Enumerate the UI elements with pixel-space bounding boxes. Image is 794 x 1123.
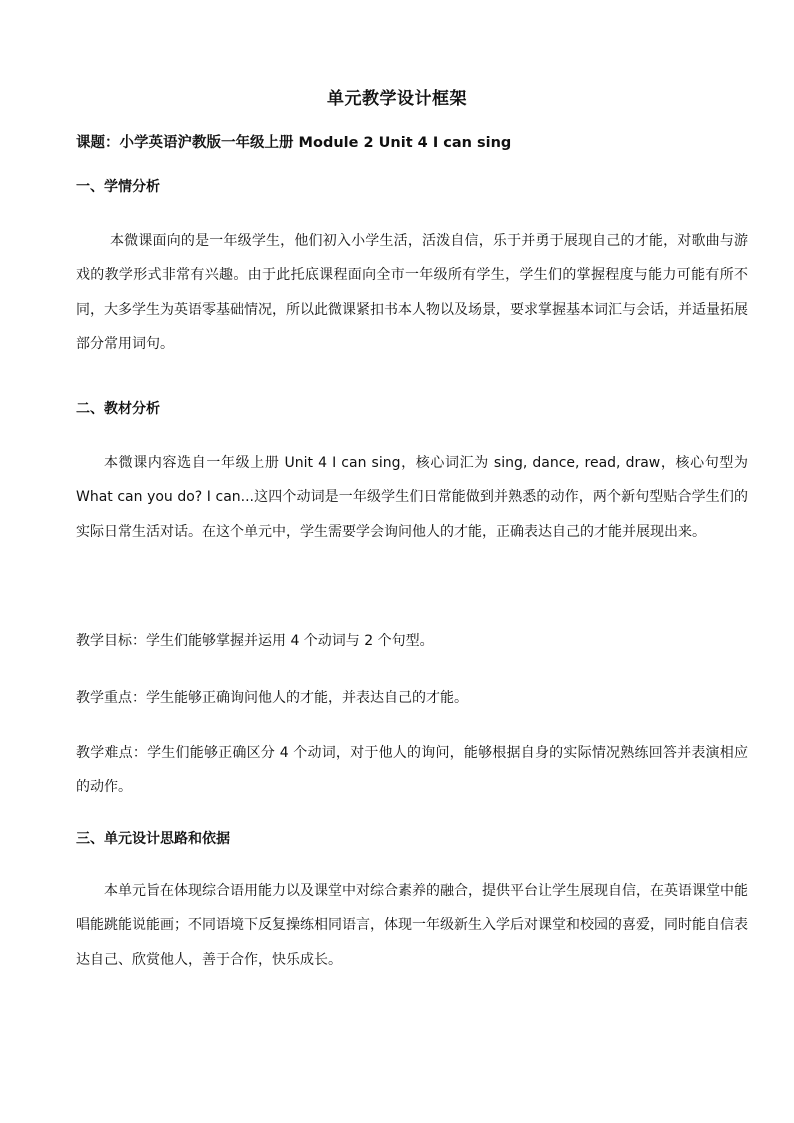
teaching-objective: 教学目标：学生们能够掌握并运用 4 个动词与 2 个句型。 <box>76 633 434 649</box>
learner-analysis-paragraph: 本微课面向的是一年级学生，他们初入小学生活，活泼自信，乐于并勇于展现自己的才能，对歌曲与游戏的教学形式非常有兴趣。由于此托底课程面向全市一年级所有学生，学生们的掌握程度与能力可能有所不同，大多学生为英语零基础情况，所以此微课紧扣书本人物以及场景，要求掌握基本词汇与会话，并适量拓展部分常用词句。 <box>76 233 748 352</box>
document-title: 单元教学设计框架 <box>327 89 467 109</box>
section-heading-material-analysis: 二、教材分析 <box>76 401 160 417</box>
teaching-key-point: 教学重点：学生能够正确询问他人的才能，并表达自己的才能。 <box>76 690 468 706</box>
material-analysis-paragraph: 本微课内容选自一年级上册 Unit 4 I can sing，核心词汇为 sing, dance, read, draw，核心句型为 What can you do? I can...这四个动词是一年级学生们日常能做到并熟悉的动作，两个新句型贴合学生们的实际日常生活对话。在这个单元中，学生需要学会询问他人的才能，正确表达自己的才能并展现出来。 <box>76 455 748 540</box>
teaching-difficulty: 教学难点：学生们能够正确区分 4 个动词，对于他人的询问，能够根据自身的实际情况熟练回答并表演相应的动作。 <box>76 745 748 796</box>
design-rationale-paragraph: 本单元旨在体现综合语用能力以及课堂中对综合素养的融合，提供平台让学生展现自信，在英语课堂中能唱能跳能说能画；不同语境下反复操练相同语言，体现一年级新生入学后对课堂和校园的喜爱，同时能自信表达自己、欣赏他人，善于合作，快乐成长。 <box>76 883 748 968</box>
section-heading-design-rationale: 三、单元设计思路和依据 <box>76 831 230 847</box>
section-heading-learner-analysis: 一、学情分析 <box>76 179 160 195</box>
lesson-topic: 课题：小学英语沪教版一年级上册 Module 2 Unit 4 I can sing <box>76 135 512 151</box>
